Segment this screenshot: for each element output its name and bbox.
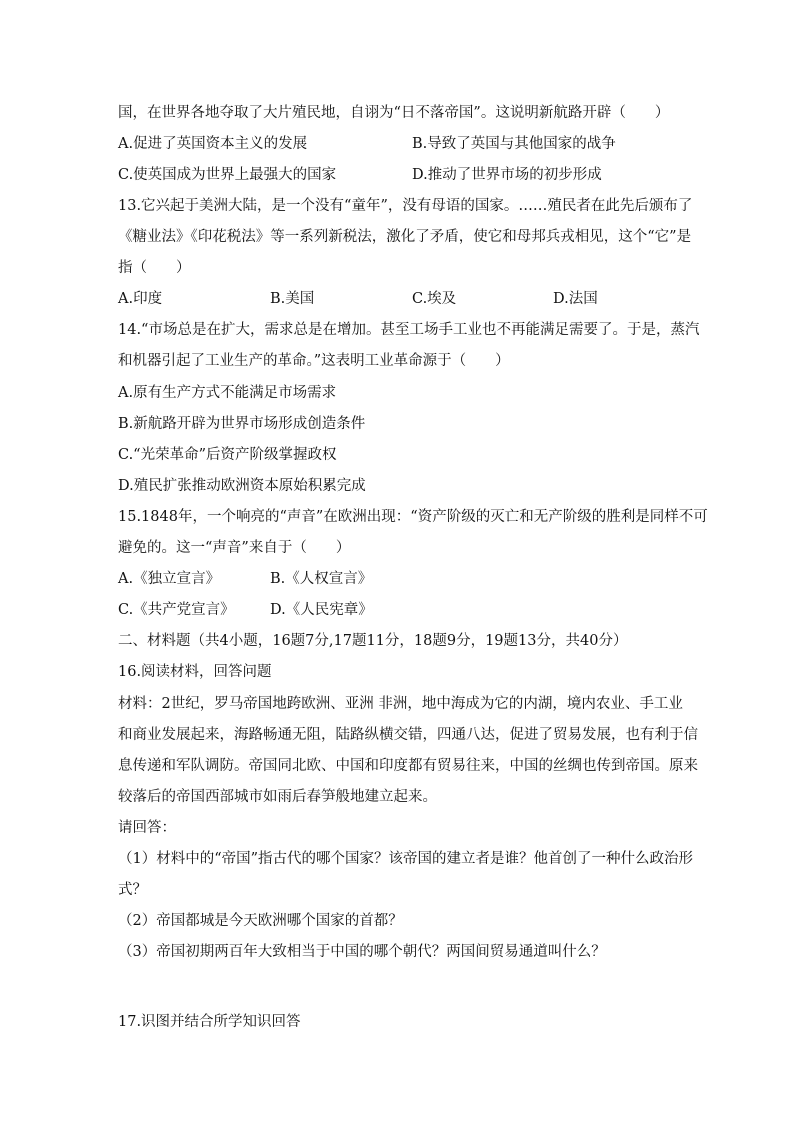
q14-option-b: B.新航路开辟为世界市场形成创造条件 <box>118 416 366 432</box>
q15-option-c: C.《共产党宣言》 <box>118 602 235 618</box>
q14-stem-line-2: 和机器引起了工业生产的革命。”这表明工业革命源于（ ） <box>118 353 510 369</box>
q14-stem-line-1: 14.“市场总是在扩大，需求总是在增加。甚至工场手工业也不再能满足需要了。于是，蒸汽 <box>118 322 700 338</box>
q12-option-c: C.使英国成为世界上最强大的国家 <box>118 167 337 183</box>
q13-stem-line-2: 《糖业法》《印花税法》等一系列新税法，激化了矛盾，使它和母邦兵戎相见，这个“它”是 <box>118 229 692 245</box>
q15-option-d: D.《人民宪章》 <box>270 602 373 618</box>
q13-option-c: C.埃及 <box>412 291 457 307</box>
q13-option-a: A.印度 <box>118 291 163 307</box>
q12-stem-tail: 国，在世界各地夺取了大片殖民地，自诩为“日不落帝国”。这说明新航路开辟（ ） <box>118 105 670 121</box>
q16-material-line-2: 和商业发展起来，海路畅通无阻，陆路纵横交错，四通八达，促进了贸易发展，也有利于信 <box>118 727 698 743</box>
q13-stem-line-3: 指（ ） <box>118 260 191 276</box>
q16-sub-question-1-line-2: 式？ <box>118 882 147 898</box>
q16-sub-question-2: （2）帝国都城是今天欧洲哪个国家的首都？ <box>118 913 403 929</box>
q13-stem-line-1: 13.它兴起于美洲大陆，是一个没有“童年”，没有母语的国家。……殖民者在此先后颁布了 <box>118 198 693 214</box>
q14-option-a: A.原有生产方式不能满足市场需求 <box>118 385 337 401</box>
q15-stem-line-2: 避免的。这一“声音”来自于（ ） <box>118 540 351 556</box>
q14-option-d: D.殖民扩张推动欧洲资本原始积累完成 <box>118 478 366 494</box>
q16-prompt: 16.阅读材料，回答问题 <box>118 664 272 680</box>
q16-material-line-3: 息传递和军队调防。帝国同北欧、中国和印度都有贸易往来，中国的丝绸也传到帝国。原来 <box>118 758 698 774</box>
q12-option-a: A.促进了英国资本主义的发展 <box>118 136 308 152</box>
q15-option-b: B.《人权宣言》 <box>270 571 373 587</box>
q12-option-d: D.推动了世界市场的初步形成 <box>412 167 602 183</box>
q16-material-line-4: 较落后的帝国西部城市如雨后春笋般地建立起来。 <box>118 789 437 805</box>
q15-option-a: A.《独立宣言》 <box>118 571 221 587</box>
q13-option-b: B.美国 <box>270 291 315 307</box>
q12-option-b: B.导致了英国与其他国家的战争 <box>412 136 616 152</box>
section-2-heading: 二、材料题（共4小题，16题7分,17题11分，18题9分，19题13分，共40分） <box>118 633 628 649</box>
q15-stem-line-1: 15.1848年，一个响亮的“声音”在欧洲出现：“资产阶级的灭亡和无产阶级的胜利是同样不可 <box>118 509 708 525</box>
q13-option-d: D.法国 <box>553 291 598 307</box>
q17-prompt: 17.识图并结合所学知识回答 <box>118 1014 301 1030</box>
q16-material-line-1: 材料：2世纪，罗马帝国地跨欧洲、亚洲 非洲，地中海成为它的内湖，境内农业、手工业 <box>118 696 683 712</box>
q16-ask: 请回答： <box>118 820 176 836</box>
q16-sub-question-1-line-1: （1）材料中的“帝国”指古代的哪个国家？该帝国的建立者是谁？他首创了一种什么政治形 <box>118 851 694 867</box>
q16-sub-question-3: （3）帝国初期两百年大致相当于中国的哪个朝代？两国间贸易通道叫什么？ <box>118 944 606 960</box>
q14-option-c: C.“光荣革命”后资产阶级掌握政权 <box>118 447 337 463</box>
